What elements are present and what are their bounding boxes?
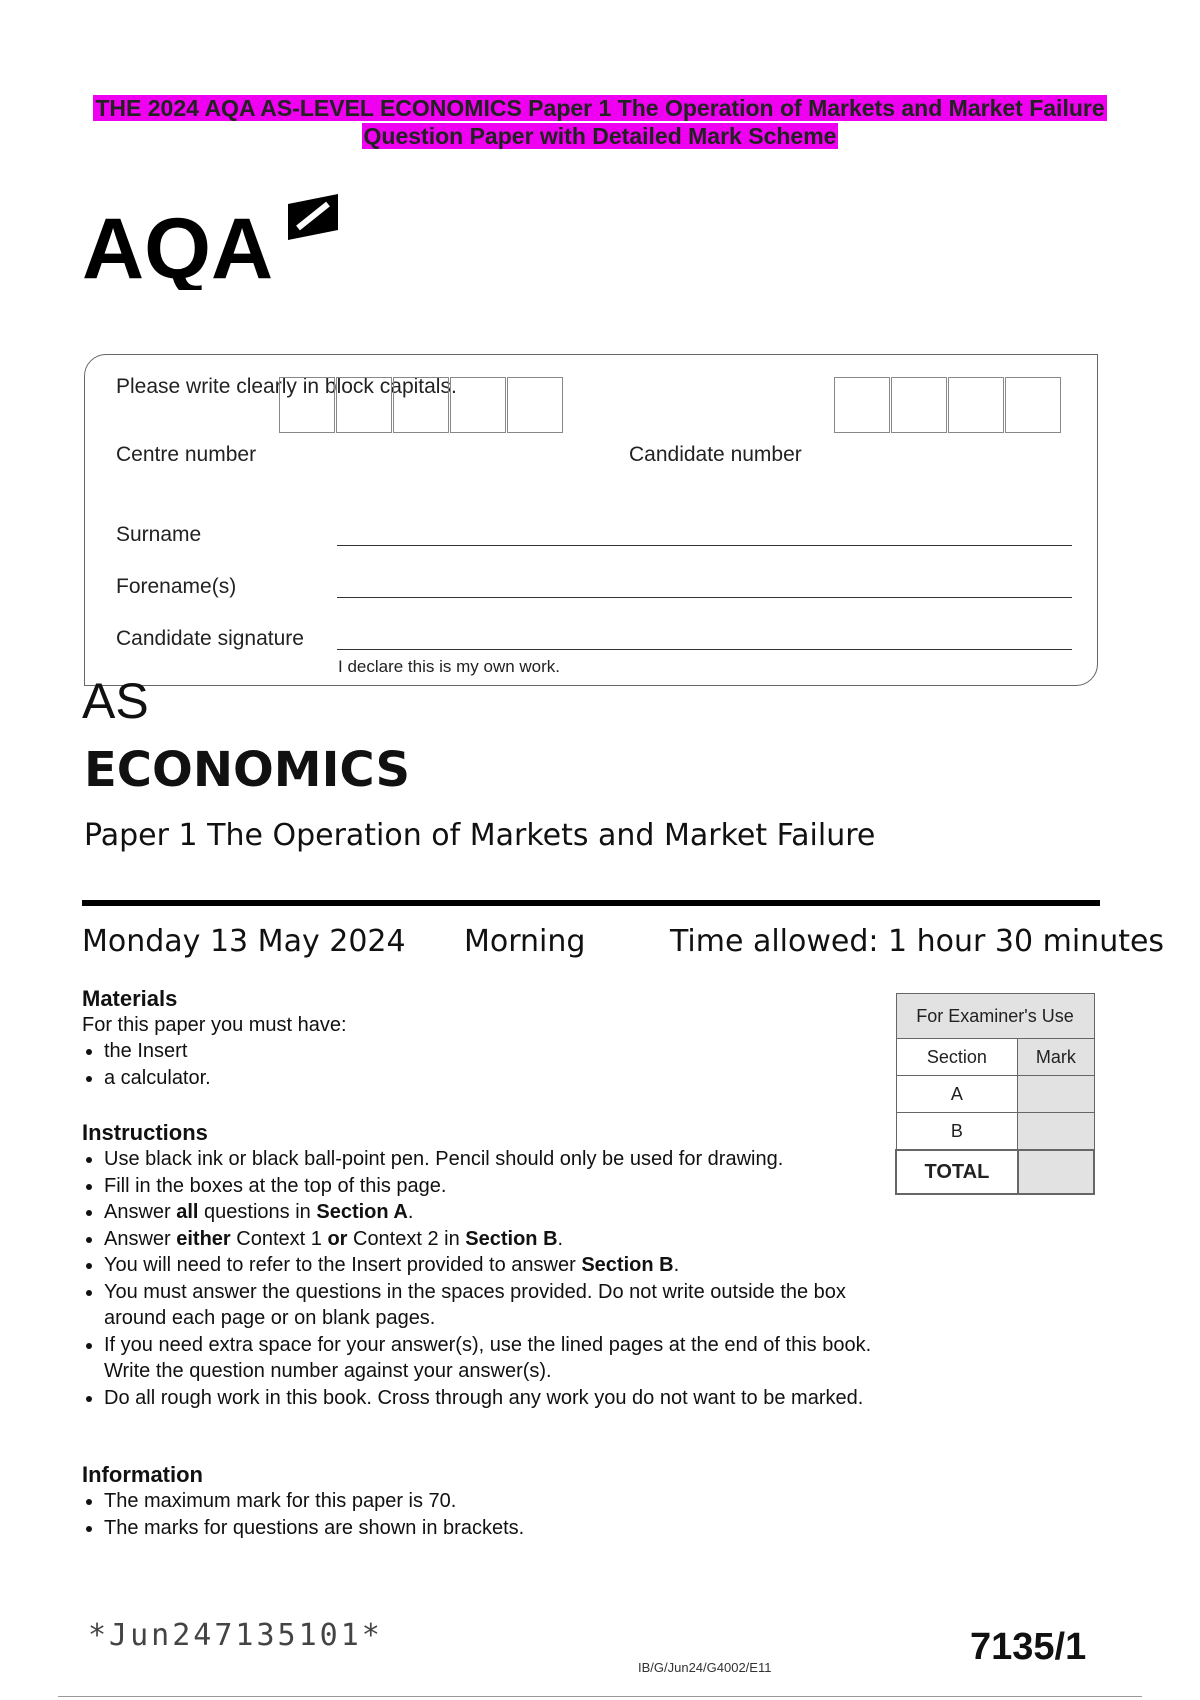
barcode-text: *Jun247135101*	[88, 1618, 383, 1653]
section-b-mark	[1018, 1113, 1094, 1151]
qualification-level: AS	[82, 673, 149, 729]
materials-heading: Materials	[82, 986, 178, 1011]
instruction-item: • Answer all questions in Section A.	[104, 1199, 872, 1226]
aqa-logo-mark	[82, 190, 352, 290]
instruction-item: • You will need to refer to the Insert provided to answer Section B.	[104, 1252, 872, 1279]
block-capitals-instruction: Please write clearly in block capitals.	[116, 375, 457, 398]
centre-number-cell[interactable]	[393, 377, 449, 433]
instruction-item: • You must answer the questions in the spaces provided. Do not write outside the box around each page or on blank pages.	[104, 1279, 872, 1332]
logo-text: AQA	[82, 201, 274, 290]
candidate-number-cell[interactable]	[891, 377, 947, 433]
candidate-number-label: Candidate number	[629, 443, 802, 466]
examiner-table-title: For Examiner's Use	[896, 994, 1094, 1039]
banner-line-2: Question Paper with Detailed Mark Scheme	[363, 123, 837, 149]
candidate-details-box	[84, 354, 1098, 686]
forename-line[interactable]	[337, 597, 1072, 598]
materials-section	[82, 986, 862, 1091]
centre-number-cell[interactable]	[507, 377, 563, 433]
subject-title: ECONOMICS	[84, 742, 411, 798]
centre-number-label: Centre number	[116, 443, 257, 466]
surname-label: Surname	[116, 523, 202, 546]
section-a-label: A	[896, 1076, 1018, 1113]
paper-code: 7135/1	[970, 1626, 1087, 1668]
signature-label: Candidate signature	[116, 627, 304, 650]
total-mark	[1018, 1150, 1094, 1194]
exam-session: Morning	[464, 924, 586, 959]
declaration-text: I declare this is my own work.	[338, 657, 561, 676]
total-label: TOTAL	[896, 1150, 1018, 1194]
materials-item: • the Insert	[104, 1038, 862, 1065]
instruction-item: • Answer either Context 1 or Context 2 in Section B.	[104, 1226, 872, 1253]
centre-number-cell[interactable]	[450, 377, 506, 433]
instruction-item: • If you need extra space for your answer(s), use the lined pages at the end of this book. Write the question number against your answer(s).	[104, 1332, 872, 1385]
mark-column-header: Mark	[1018, 1039, 1094, 1076]
section-b-label: B	[896, 1113, 1018, 1151]
banner-line-1: THE 2024 AQA AS-LEVEL ECONOMICS Paper 1 The Operation of Markets and Market Failure	[95, 95, 1105, 121]
centre-number-cell[interactable]	[336, 377, 392, 433]
time-allowed: Time allowed: 1 hour 30 minutes	[670, 924, 1165, 959]
information-item: • The maximum mark for this paper is 70.	[104, 1488, 862, 1515]
materials-intro: For this paper you must have:	[82, 1014, 347, 1036]
document-reference: IB/G/Jun24/G4002/E11	[638, 1660, 772, 1675]
paper-title: Paper 1 The Operation of Markets and Market Failure	[84, 818, 876, 853]
section-column-header: Section	[896, 1039, 1018, 1076]
title-divider	[82, 900, 1100, 906]
signature-line[interactable]	[337, 649, 1072, 650]
examiner-use-table	[895, 993, 1095, 1195]
candidate-number-cell[interactable]	[1005, 377, 1061, 433]
instructions-section	[82, 1120, 872, 1411]
centre-number-cell[interactable]	[279, 377, 335, 433]
candidate-number-cell[interactable]	[834, 377, 890, 433]
instructions-heading: Instructions	[82, 1120, 208, 1145]
surname-line[interactable]	[337, 545, 1072, 546]
exam-date: Monday 13 May 2024	[82, 924, 406, 959]
forename-label: Forename(s)	[116, 575, 237, 598]
footer-divider	[58, 1696, 1142, 1697]
information-item: • The marks for questions are shown in brackets.	[104, 1515, 862, 1542]
section-a-mark	[1018, 1076, 1094, 1113]
information-heading: Information	[82, 1462, 203, 1487]
information-section	[82, 1462, 862, 1541]
aqa-logo	[82, 190, 352, 295]
instruction-item: • Do all rough work in this book. Cross through any work you do not want to be marked.	[104, 1385, 872, 1412]
candidate-number-cell[interactable]	[948, 377, 1004, 433]
instruction-item: • Fill in the boxes at the top of this page.	[104, 1173, 872, 1200]
materials-item: • a calculator.	[104, 1065, 862, 1092]
instruction-item: • Use black ink or black ball-point pen. Pencil should only be used for drawing.	[104, 1146, 872, 1173]
